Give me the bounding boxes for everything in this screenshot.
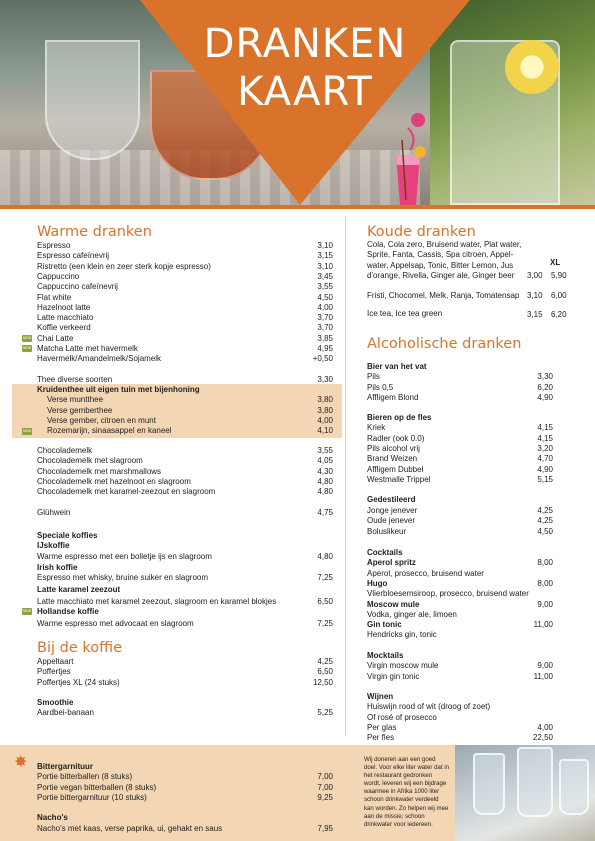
subsection-title: Speciale koffies <box>37 531 98 540</box>
item-description: Vodka, ginger ale, limoen <box>367 609 457 619</box>
cold-drinks-list: Cola, Cola zero, Bruisend water, Plat water, Sprite, Fanta, Cassis, Spa citroen, Appel- water, Appelsap, Tonic, Bitter Lemon, Jus d'orange, Rivella, Ginger ale, Ginger beer <box>367 240 522 280</box>
new-badge: NEW <box>22 346 32 351</box>
section-title-bij-de-koffie: Bij de koffie <box>37 640 123 656</box>
price-xl: 5,90 <box>551 271 567 280</box>
price: 3,10 <box>527 291 543 300</box>
subsection-title: Bieren op de fles <box>367 413 432 422</box>
subsection-title: Nacho's <box>37 813 68 822</box>
header-divider <box>0 205 595 209</box>
item-title: Irish koffie <box>37 563 78 572</box>
page-title <box>150 20 460 116</box>
glass-image <box>473 753 505 815</box>
item-description: Hendricks gin, tonic <box>367 630 437 640</box>
subsection-title: Cocktails <box>367 548 403 557</box>
title-line-1: DRANKEN <box>203 21 407 67</box>
item-title: Hollandse koffie <box>37 607 99 616</box>
subsection-title: Smoothie <box>37 698 74 707</box>
subsection-title: Wijnen <box>367 692 394 701</box>
glass-image <box>559 759 589 815</box>
item-description: Huiswijn rood of wit (droog of zoet) <box>367 702 491 712</box>
header-banner <box>0 0 595 205</box>
lemon-slice-image <box>505 40 559 94</box>
item-title: IJskoffie <box>37 541 70 551</box>
new-badge: NEW <box>22 428 32 433</box>
price: 3,00 <box>527 271 543 280</box>
subsection-title: Bier van het vat <box>367 362 427 371</box>
subsection-title: Gedestileerd <box>367 495 416 504</box>
wine-glass-image <box>45 40 140 160</box>
section-title-warme-dranken: Warme dranken <box>37 224 152 240</box>
item-title: Latte karamel zeezout <box>37 585 121 594</box>
charity-note: Wij doneren aan een goed doel. Voor elke liter water dat in het restaurant gedronken wordt, leveren wij een bijdrage waarmee in Afrika 1000 liter schoon drinkwater verdeeld kan worden. Zo helpen wij mee aan de missie; schoon drinkwater voor iedereen. <box>364 756 450 828</box>
price-xl: 6,00 <box>551 291 567 300</box>
item-description: Vlierbloesemsiroop, prosecco, bruisend water <box>367 589 529 599</box>
water-glasses-photo <box>455 745 595 841</box>
section-title-alcoholische-dranken: Alcoholische dranken <box>367 336 522 352</box>
cocktail-icon <box>388 110 428 205</box>
subsection-title: Mocktails <box>367 651 404 660</box>
title-line-2: KAART <box>237 69 373 115</box>
subsection-title: Bittergarnituur <box>37 762 93 771</box>
glass-image <box>517 747 553 817</box>
price: 3,15 <box>527 310 543 319</box>
xl-column-header: XL <box>550 258 561 267</box>
item-description: Aperol, prosecco, bruisend water <box>367 568 484 578</box>
star-icon: ✸ <box>14 754 28 771</box>
new-badge: NEW <box>22 336 32 340</box>
subsection-title: Kruidenthee uit eigen tuin met bijenhoning <box>37 385 200 394</box>
price-xl: 6,20 <box>551 310 567 319</box>
section-title-koude-dranken: Koude dranken <box>367 224 476 240</box>
new-badge: NEW <box>22 609 32 613</box>
item-description: Of rosé of prosecco <box>367 712 437 722</box>
column-divider <box>345 216 346 736</box>
